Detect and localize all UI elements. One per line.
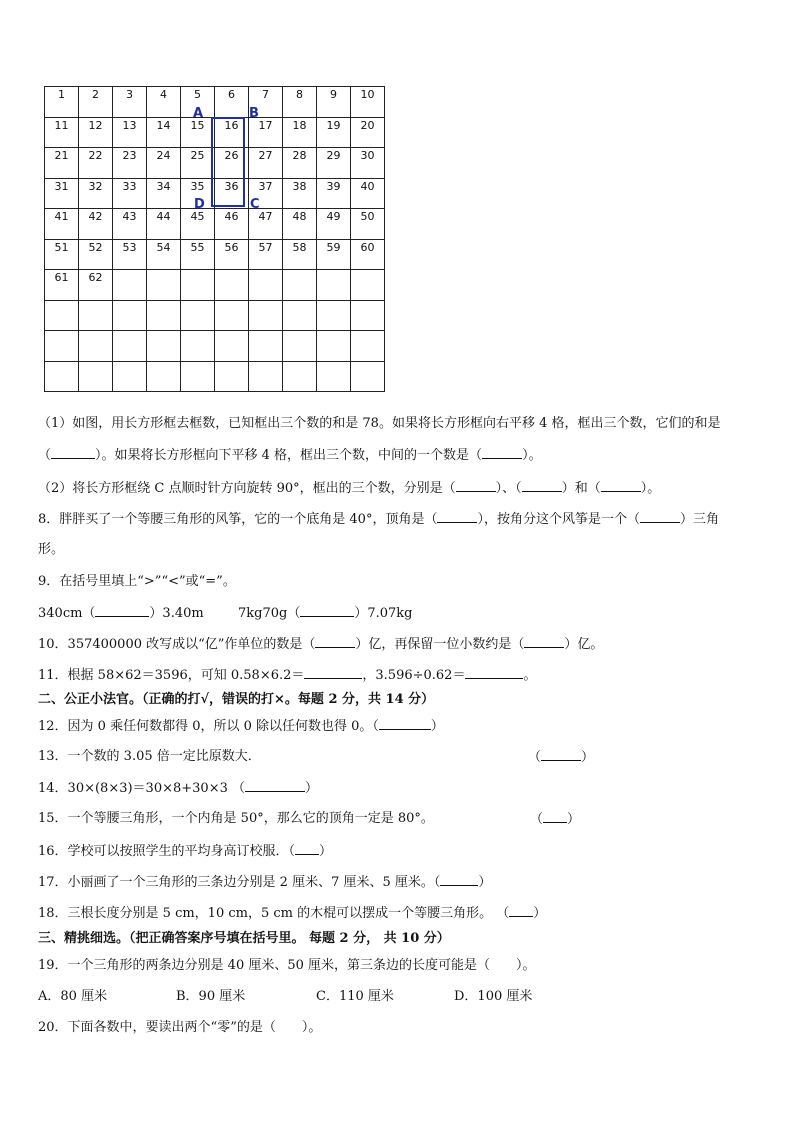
grid-row — [45, 178, 385, 209]
section-2-heading: 二、公正小法官。（正确的打√，错误的打×。每题 2 分，共 14 分） — [38, 692, 435, 707]
grid-cell — [317, 270, 351, 301]
section-3-heading: 三、精挑细选。（把正确答案序号填在括号里。 每题 2 分， 共 10 分） — [38, 931, 450, 946]
grid-cell: 16 — [215, 117, 249, 148]
option-b[interactable]: B．90 厘米 — [176, 989, 246, 1004]
answer-blank[interactable] — [522, 479, 562, 492]
grid-cell: 26 — [215, 148, 249, 179]
q19: 19．一个三角形的两条边分别是 40 厘米、50 厘米，第三条边的长度可能是（ ）。 — [38, 958, 536, 973]
grid-cell — [181, 300, 215, 331]
grid-cell: 11 — [45, 117, 79, 148]
answer-blank[interactable] — [304, 666, 362, 679]
grid-cell: 7 — [249, 87, 283, 118]
answer-blank[interactable] — [295, 842, 319, 855]
grid-cell: 32 — [79, 178, 113, 209]
grid-cell: 62 — [79, 270, 113, 301]
q7-part2: （2）将长方形框绕 C 点顺时针方向旋转 90°，框出的三个数，分别是（ ）、（ ）和（ ）。 — [38, 481, 661, 496]
q13-answer: （ ） — [528, 750, 595, 765]
grid-cell — [45, 331, 79, 362]
grid-cell: 50 — [351, 209, 385, 240]
grid-cell — [113, 300, 147, 331]
grid-cell — [215, 331, 249, 362]
grid-cell — [147, 361, 181, 392]
grid-cell — [181, 331, 215, 362]
grid-cell: 49 — [317, 209, 351, 240]
grid-cell: 56 — [215, 239, 249, 270]
grid-cell — [351, 331, 385, 362]
grid-cell: 6 — [215, 87, 249, 118]
grid-cell — [317, 361, 351, 392]
grid-cell — [317, 300, 351, 331]
grid-cell — [249, 361, 283, 392]
corner-label-b: B — [249, 106, 259, 121]
answer-blank[interactable] — [465, 666, 523, 679]
answer-blank[interactable] — [245, 779, 305, 792]
grid-cell: 10 — [351, 87, 385, 118]
grid-cell: 9 — [317, 87, 351, 118]
grid-cell — [181, 270, 215, 301]
grid-cell: 18 — [283, 117, 317, 148]
grid-cell — [215, 361, 249, 392]
grid-cell: 45 — [181, 209, 215, 240]
grid-cell — [283, 300, 317, 331]
grid-cell — [147, 270, 181, 301]
q7-part1-line2: （ ）。如果将长方形框向下平移 4 格，框出三个数，中间的一个数是（ ）。 — [38, 448, 542, 463]
q14: 14．30×(8×3)＝30×8+30×3 （ ） — [38, 781, 319, 796]
grid-cell — [317, 331, 351, 362]
grid-cell: 44 — [147, 209, 181, 240]
grid-cell — [249, 300, 283, 331]
grid-cell: 46 — [215, 209, 249, 240]
q9-items: 340cm（ ）3.40m 7kg70g（ ）7.07kg — [38, 606, 413, 621]
grid-cell — [181, 361, 215, 392]
grid-cell: 29 — [317, 148, 351, 179]
answer-blank[interactable] — [315, 635, 355, 648]
grid-cell: 27 — [249, 148, 283, 179]
grid-cell: 43 — [113, 209, 147, 240]
grid-cell — [113, 331, 147, 362]
answer-blank[interactable] — [456, 479, 496, 492]
grid-cell — [79, 361, 113, 392]
grid-cell — [79, 300, 113, 331]
grid-cell — [283, 331, 317, 362]
grid-cell: 22 — [79, 148, 113, 179]
answer-blank[interactable] — [95, 604, 149, 617]
answer-blank[interactable] — [543, 810, 567, 823]
grid-cell — [45, 361, 79, 392]
corner-label-a: A — [193, 106, 204, 121]
grid-cell — [351, 300, 385, 331]
number-grid-table — [44, 86, 385, 392]
answer-blank[interactable] — [509, 904, 533, 917]
q11: 11．根据 58×62＝3596，可知 0.58×6.2＝ ，3.596÷0.62＝ 。 — [38, 668, 537, 683]
grid-cell: 4 — [147, 87, 181, 118]
grid-cell: 42 — [79, 209, 113, 240]
option-c[interactable]: C．110 厘米 — [316, 989, 394, 1004]
grid-row — [45, 148, 385, 179]
q12: 12．因为 0 乘任何数都得 0，所以 0 除以任何数也得 0。（ ） — [38, 719, 444, 734]
grid-cell — [113, 270, 147, 301]
number-grid — [44, 86, 382, 396]
q10: 10．357400000 改写成以“亿”作单位的数是（ ）亿，再保留一位小数约是（ ）亿。 — [38, 637, 604, 652]
answer-blank[interactable] — [440, 873, 478, 886]
q20: 20．下面各数中，要读出两个“零”的是（ ）。 — [38, 1020, 322, 1035]
grid-cell — [249, 331, 283, 362]
grid-cell: 14 — [147, 117, 181, 148]
grid-cell: 8 — [283, 87, 317, 118]
grid-cell: 3 — [113, 87, 147, 118]
q8-line2: 形。 — [38, 542, 65, 557]
grid-row — [45, 270, 385, 301]
grid-cell — [45, 300, 79, 331]
grid-cell: 34 — [147, 178, 181, 209]
grid-cell — [283, 270, 317, 301]
grid-cell: 53 — [113, 239, 147, 270]
corner-label-d: D — [194, 197, 205, 212]
grid-cell — [215, 300, 249, 331]
grid-cell: 39 — [317, 178, 351, 209]
grid-row — [45, 300, 385, 331]
grid-cell: 21 — [45, 148, 79, 179]
grid-cell: 17 — [249, 117, 283, 148]
q15-answer: （ ） — [530, 812, 581, 827]
grid-row — [45, 87, 385, 118]
q19-options — [38, 988, 532, 1006]
grid-cell: 19 — [317, 117, 351, 148]
q7-part1-line1: （1）如图，用长方形框去框数，已知框出三个数的和是 78。如果将长方形框向右平移 4 格，框出三个数，它们的和是 — [38, 416, 721, 431]
grid-cell — [283, 361, 317, 392]
grid-cell: 37 — [249, 178, 283, 209]
grid-cell: 52 — [79, 239, 113, 270]
grid-row — [45, 361, 385, 392]
option-d[interactable]: D．100 厘米 — [454, 989, 533, 1004]
q8-line1: 8．胖胖买了一个等腰三角形的风筝，它的一个底角是 40°，顶角是（ ），按角分这个风筝是一个（ ）三角 — [38, 512, 719, 527]
grid-cell: 33 — [113, 178, 147, 209]
grid-cell: 47 — [249, 209, 283, 240]
grid-cell: 12 — [79, 117, 113, 148]
q18: 18．三根长度分别是 5 cm，10 cm，5 cm 的木棍可以摆成一个等腰三角形。 （ ） — [38, 906, 547, 921]
grid-cell: 23 — [113, 148, 147, 179]
grid-cell: 24 — [147, 148, 181, 179]
grid-cell — [351, 361, 385, 392]
grid-cell: 20 — [351, 117, 385, 148]
grid-cell: 13 — [113, 117, 147, 148]
option-a[interactable]: A．80 厘米 — [38, 989, 108, 1004]
grid-cell — [215, 270, 249, 301]
grid-cell: 15 — [181, 117, 215, 148]
grid-cell: 54 — [147, 239, 181, 270]
answer-blank[interactable] — [524, 635, 564, 648]
grid-cell: 59 — [317, 239, 351, 270]
corner-label-c: C — [250, 197, 260, 212]
answer-blank[interactable] — [300, 604, 354, 617]
grid-cell: 41 — [45, 209, 79, 240]
grid-cell: 28 — [283, 148, 317, 179]
grid-cell: 51 — [45, 239, 79, 270]
answer-blank[interactable] — [437, 510, 477, 523]
grid-cell: 25 — [181, 148, 215, 179]
grid-cell — [249, 270, 283, 301]
grid-cell — [147, 331, 181, 362]
answer-blank[interactable] — [379, 717, 431, 730]
q17: 17．小丽画了一个三角形的三条边分别是 2 厘米、7 厘米、5 厘米。（ ） — [38, 875, 492, 890]
grid-cell: 2 — [79, 87, 113, 118]
grid-cell: 31 — [45, 178, 79, 209]
grid-row — [45, 117, 385, 148]
grid-row — [45, 239, 385, 270]
answer-blank[interactable] — [482, 446, 522, 459]
grid-cell: 58 — [283, 239, 317, 270]
grid-cell: 57 — [249, 239, 283, 270]
grid-cell: 30 — [351, 148, 385, 179]
grid-cell: 60 — [351, 239, 385, 270]
grid-row — [45, 331, 385, 362]
grid-cell: 48 — [283, 209, 317, 240]
grid-cell — [147, 300, 181, 331]
grid-cell: 61 — [45, 270, 79, 301]
answer-blank[interactable] — [51, 446, 95, 459]
answer-blank[interactable] — [601, 479, 641, 492]
grid-cell: 55 — [181, 239, 215, 270]
grid-cell: 5 — [181, 87, 215, 118]
grid-cell: 36 — [215, 178, 249, 209]
grid-cell: 1 — [45, 87, 79, 118]
q13: 13．一个数的 3.05 倍一定比原数大． — [38, 749, 261, 764]
q9-title: 9．在括号里填上“>”“<”或“=”。 — [38, 574, 236, 589]
grid-cell — [79, 331, 113, 362]
grid-cell: 38 — [283, 178, 317, 209]
grid-cell — [113, 361, 147, 392]
q15: 15．一个等腰三角形，一个内角是 50°，那么它的顶角一定是 80°。 — [38, 811, 434, 826]
answer-blank[interactable] — [640, 510, 680, 523]
grid-cell: 35 — [181, 178, 215, 209]
answer-blank[interactable] — [541, 748, 581, 761]
grid-cell — [351, 270, 385, 301]
grid-cell: 40 — [351, 178, 385, 209]
q16: 16．学校可以按照学生的平均身高订校服．（ ） — [38, 844, 333, 859]
grid-row — [45, 209, 385, 240]
